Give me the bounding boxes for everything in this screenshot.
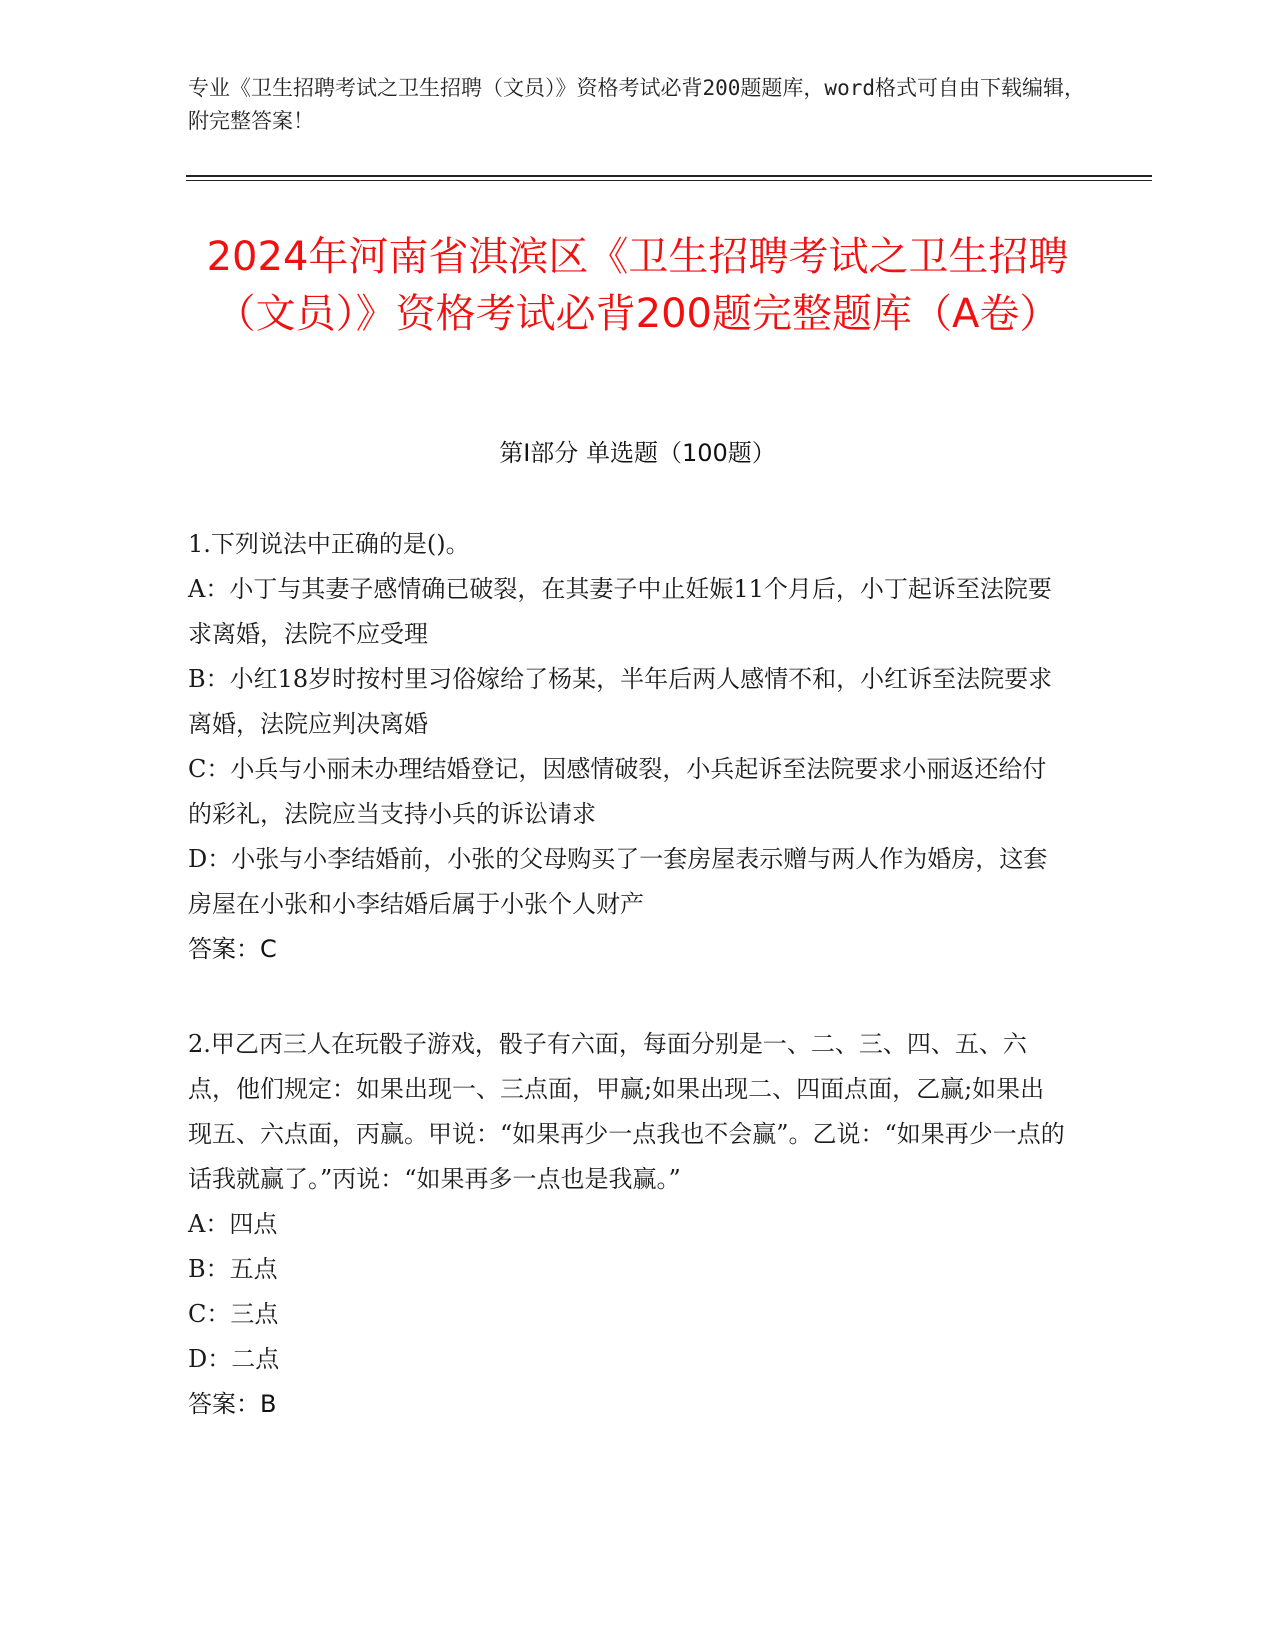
section-title: 第I部分 单选题（100题） <box>499 439 776 467</box>
option-b: B：五点 <box>188 1255 278 1283</box>
question-stem: 2.甲乙丙三人在玩骰子游戏，骰子有六面，每面分别是一、二、三、四、五、六点，他们规定：如果出现一、三点面，甲赢;如果出现二、四面点面，乙赢;如果出现五、六点面，丙赢。甲说：“如果再少一点我也不会赢”。乙说：“如果再少一点的话我就赢了。”丙说：“如果再多一点也是我赢。” <box>188 1030 1065 1193</box>
option-a: A：小丁与其妻子感情确已破裂，在其妻子中止妊娠11个月后，小丁起诉至法院要求离婚，法院不应受理 <box>188 575 1052 648</box>
option-c: C：小兵与小丽未办理结婚登记，因感情破裂，小兵起诉至法院要求小丽返还给付的彩礼，法院应当支持小兵的诉讼请求 <box>188 755 1047 828</box>
option-d: D：二点 <box>188 1345 280 1373</box>
header-divider-thick <box>186 175 1152 177</box>
option-d: D：小张与小李结婚前，小张的父母购买了一套房屋表示赠与两人作为婚房，这套房屋在小张和小李结婚后属于小张个人财产 <box>188 845 1048 918</box>
option-a: A：四点 <box>188 1210 278 1238</box>
option-b: B：小红18岁时按村里习俗嫁给了杨某，半年后两人感情不和，小红诉至法院要求离婚，法院应判决离婚 <box>188 665 1053 738</box>
question-2 <box>188 1022 1068 1427</box>
document-title: 2024年河南省淇滨区《卫生招聘考试之卫生招聘（文员）》资格考试必背200题完整题库（A卷） <box>206 233 1069 337</box>
option-c: C：三点 <box>188 1300 279 1328</box>
header-divider-thin <box>186 180 1152 181</box>
answer: 答案：B <box>188 1390 277 1418</box>
question-1 <box>188 522 1068 972</box>
answer: 答案：C <box>188 935 277 963</box>
question-stem: 1.下列说法中正确的是()。 <box>188 530 470 558</box>
header-note: 专业《卫生招聘考试之卫生招聘（文员）》资格考试必背200题题库，word格式可自由下载编辑，附完整答案！ <box>188 76 1085 133</box>
